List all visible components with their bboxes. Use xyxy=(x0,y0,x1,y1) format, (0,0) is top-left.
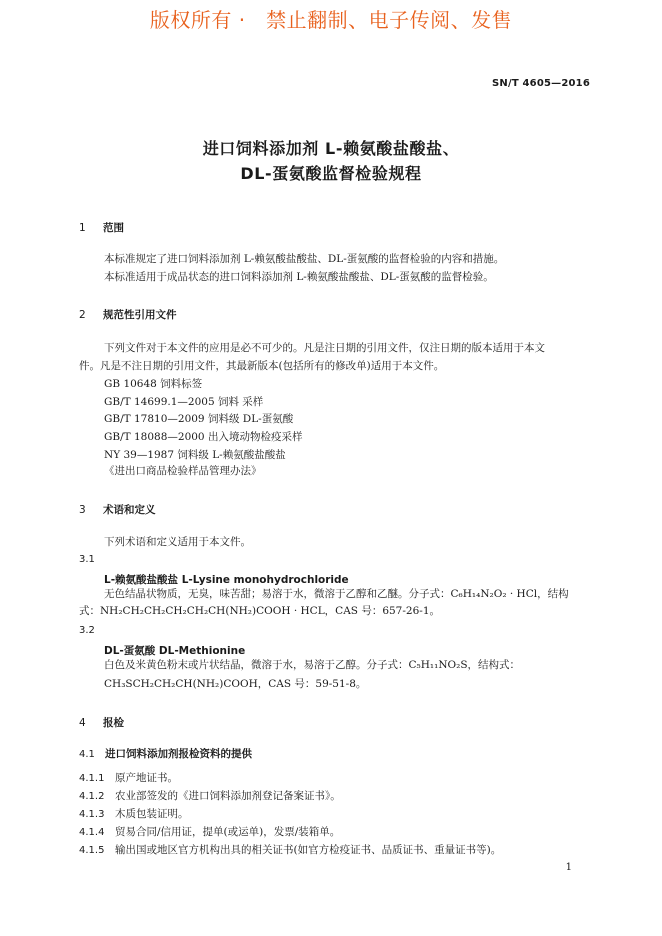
section-number: 3 xyxy=(79,504,86,516)
paragraph: 本标准适用于成品状态的进口饲料添加剂 L-赖氨酸盐酸盐、DL-蛋氨酸的监督检验。 xyxy=(104,271,494,283)
item-text: 原产地证书。 xyxy=(115,772,178,784)
subsection-title: 进口饲料添加剂报检资料的提供 xyxy=(105,748,252,760)
item-number: 4.1.2 xyxy=(79,791,105,802)
item-number: 4.1.4 xyxy=(79,827,105,838)
section-title: 规范性引用文件 xyxy=(103,309,177,321)
list-item xyxy=(79,845,501,856)
section-number: 1 xyxy=(79,222,86,234)
item-number: 4.1.3 xyxy=(79,809,105,820)
item-text: 农业部签发的《进口饲料添加剂登记备案证书》。 xyxy=(115,790,341,802)
term-heading: DL-蛋氨酸 DL-Methionine xyxy=(104,645,246,657)
definition-line: CH₃SCH₂CH₂CH(NH₂)COOH，CAS 号：59-51-8。 xyxy=(104,678,367,690)
definition-line: 无色结晶状物质，无臭，味苦甜；易溶于水，微溶于乙醇和乙醚。分子式：C₆H₁₄N₂O₂ · HCl，结构 xyxy=(104,588,569,600)
list-item xyxy=(79,791,341,802)
definition-line: 白色及米黄色粉末或片状结晶，微溶于水，易溶于乙醇。分子式：C₅H₁₁NO₂S，结构式： xyxy=(104,659,521,671)
item-text: 贸易合同/信用证，提单(或运单)，发票/装箱单。 xyxy=(115,826,341,838)
item-text: 木质包装证明。 xyxy=(115,808,189,820)
paragraph: 件。凡是不注日期的引用文件，其最新版本(包括所有的修改单)适用于本文件。 xyxy=(79,360,445,372)
section-title: 范围 xyxy=(103,222,124,234)
section-3-heading xyxy=(79,502,156,517)
clause-number: 3.2 xyxy=(79,625,95,636)
term-heading: L-赖氨酸盐酸盐 L-Lysine monohydrochloride xyxy=(104,574,349,586)
clause-number: 3.1 xyxy=(79,554,95,565)
list-item xyxy=(79,827,340,838)
reference-item: GB 10648 饲料标签 xyxy=(104,378,203,390)
list-item xyxy=(79,809,189,820)
section-number: 4 xyxy=(79,717,86,729)
section-title: 术语和定义 xyxy=(103,504,156,516)
paragraph: 本标准规定了进口饲料添加剂 L-赖氨酸盐酸盐、DL-蛋氨酸的监督检验的内容和措施。 xyxy=(104,253,505,265)
section-2-heading xyxy=(79,307,177,322)
reference-item: 《进出口商品检验样品管理办法》 xyxy=(104,465,262,477)
definition-line: 式：NH₂CH₂CH₂CH₂CH₂CH(NH₂)COOH · HCL，CAS 号：657-26-1。 xyxy=(79,605,440,617)
reference-item: GB/T 17810—2009 饲料级 DL-蛋氨酸 xyxy=(104,413,294,425)
standard-number: SN/T 4605—2016 xyxy=(492,78,590,89)
item-number: 4.1.5 xyxy=(79,845,105,856)
section-title: 报检 xyxy=(103,717,124,729)
paragraph: 下列术语和定义适用于本文件。 xyxy=(104,536,251,548)
document-title-line-1: 进口饲料添加剂 L-赖氨酸盐酸盐、 xyxy=(202,139,460,158)
subsection-number: 4.1 xyxy=(79,749,95,760)
subsection-4-1-heading xyxy=(79,746,252,761)
reference-item: NY 39—1987 饲料级 L-赖氨酸盐酸盐 xyxy=(104,449,286,461)
item-number: 4.1.1 xyxy=(79,773,105,784)
page-number: 1 xyxy=(565,862,572,873)
section-4-heading xyxy=(79,715,124,730)
item-text: 输出国或地区官方机构出具的相关证书(如官方检疫证书、品质证书、重量证书等)。 xyxy=(115,844,502,856)
list-item xyxy=(79,773,178,784)
section-number: 2 xyxy=(79,309,86,321)
reference-item: GB/T 18088—2000 出入境动物检疫采样 xyxy=(104,431,303,443)
copyright-banner: 版权所有 · 禁止翻制、电子传阅、发售 xyxy=(149,8,513,32)
reference-item: GB/T 14699.1—2005 饲料 采样 xyxy=(104,396,264,408)
paragraph: 下列文件对于本文件的应用是必不可少的。凡是注日期的引用文件，仅注日期的版本适用于本文 xyxy=(104,342,545,354)
section-1-heading xyxy=(79,220,124,235)
document-title-line-2: DL-蛋氨酸监督检验规程 xyxy=(240,164,422,183)
